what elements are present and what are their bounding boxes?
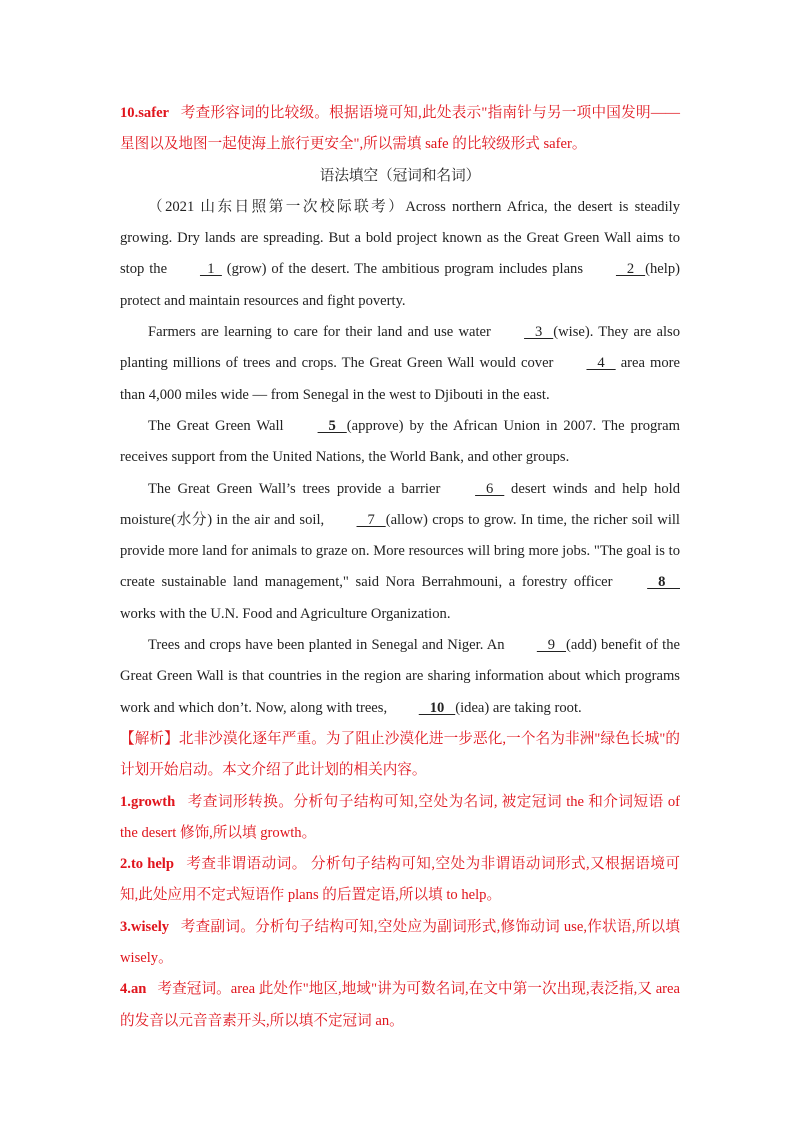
answer-text: 考查冠词。area 此处作"地区,地域"讲为可数名词,在文中第一次出现,表泛指,又 area 的发音以元音音素开头,所以填不定冠词 an。 (120, 981, 680, 1029)
blank-1: 1 (199, 261, 222, 278)
document-content (120, 98, 680, 1037)
answer-4 (120, 974, 680, 1037)
blank-6: 6 (475, 480, 505, 497)
blank-7: 7 (356, 511, 386, 528)
passage-text: (approve) by the African Union in 2007. The program receives support from the United Nations, the World Bank, and other groups. (120, 417, 680, 466)
answer-label: 2.to help (120, 856, 174, 873)
blank-10: 10 (418, 699, 456, 716)
blank-2: 2 (615, 261, 646, 278)
analysis (120, 724, 680, 787)
passage-paragraph-4 (120, 474, 680, 630)
passage-text: (wise). They are also planting millions of trees and crops. The Great Green Wall would cover (120, 324, 680, 372)
passage-text: Farmers are learning to care for their land and use water (148, 324, 497, 341)
answer-label: 4.an (120, 981, 147, 998)
passage-paragraph-5 (120, 630, 680, 724)
answer-text: 考查词形转换。分析句子结构可知,空处为名词, 被定冠词 the 和介词短语 of the desert 修饰,所以填 growth。 (120, 793, 680, 841)
passage-text: desert winds and help hold moisture(水分) in the air and soil, (120, 480, 680, 528)
blank-8: 8 (647, 574, 680, 591)
analysis-label: 【解析】 (120, 730, 179, 747)
blank-3: 3 (524, 324, 554, 341)
passage-text: area more than 4,000 miles wide — from Senegal in the west to Djibouti in the east. (120, 355, 681, 403)
passage-text: works with the U.N. Food and Agriculture Organization. (120, 605, 451, 622)
passage-paragraph-2 (120, 317, 680, 411)
passage-text: The Great Green Wall (148, 417, 290, 434)
answer-1 (120, 787, 680, 850)
analysis-text: 北非沙漠化逐年严重。为了阻止沙漠化进一步恶化,一个名为非洲"绿色长城"的计划开始启动。本文介绍了此计划的相关内容。 (120, 730, 680, 779)
passage-text: (help) protect and maintain resources and fight poverty. (120, 261, 680, 309)
passage-paragraph-1 (120, 192, 680, 317)
passage-paragraph-3 (120, 411, 680, 474)
answer-2 (120, 849, 680, 912)
passage-text: The Great Green Wall’s trees provide a barrier (148, 480, 448, 497)
answer-10-text: 考查形容词的比较级。根据语境可知,此处表示"指南针与另一项中国发明——星图以及地图一起使海上旅行更安全",所以需填 safe 的比较级形式 safer。 (120, 105, 681, 153)
passage-text: (grow) of the desert. The ambitious program includes plans (221, 261, 588, 278)
blank-5: 5 (317, 417, 347, 434)
answer-10 (120, 98, 680, 161)
answer-3 (120, 912, 680, 975)
passage-text: (allow) crops to grow. In time, the richer soil will provide more land for animals to graze on. More resources will bring more jobs. "The goal is to create sustainable land management," said Nora Berrahmouni, a forestry officer (120, 511, 680, 591)
blank-9: 9 (536, 637, 567, 654)
answer-text: 考查非谓语动词。 分析句子结构可知,空处为非谓语动词形式,又根据语境可知,此处应用不定式短语作 plans 的后置定语,所以填 to help。 (120, 856, 681, 904)
passage-text: (add) benefit of the Great Green Wall is that countries in the region are sharing information about which programs work and which don’t. Now, along with trees, (120, 637, 681, 716)
answer-label: 3.wisely (120, 918, 170, 935)
passage-text: Trees and crops have been planted in Senegal and Niger. An (148, 637, 509, 654)
blank-4: 4 (586, 355, 616, 372)
passage-text: (idea) are taking root. (455, 699, 582, 716)
passage-source: （2021 山东日照第一次校际联考） (148, 198, 406, 215)
answer-10-label: 10.safer (120, 105, 170, 121)
section-title: 语法填空（冠词和名词） (319, 167, 481, 184)
passage-text: Across northern Africa, the desert is steadily growing. Dry lands are spreading. But a bold project known as the Great Green Wall aims to stop the (120, 198, 680, 278)
answer-label: 1.growth (120, 793, 176, 810)
answer-text: 考查副词。分析句子结构可知,空处应为副词形式,修饰动词 use,作状语,所以填 wisely。 (120, 918, 680, 967)
